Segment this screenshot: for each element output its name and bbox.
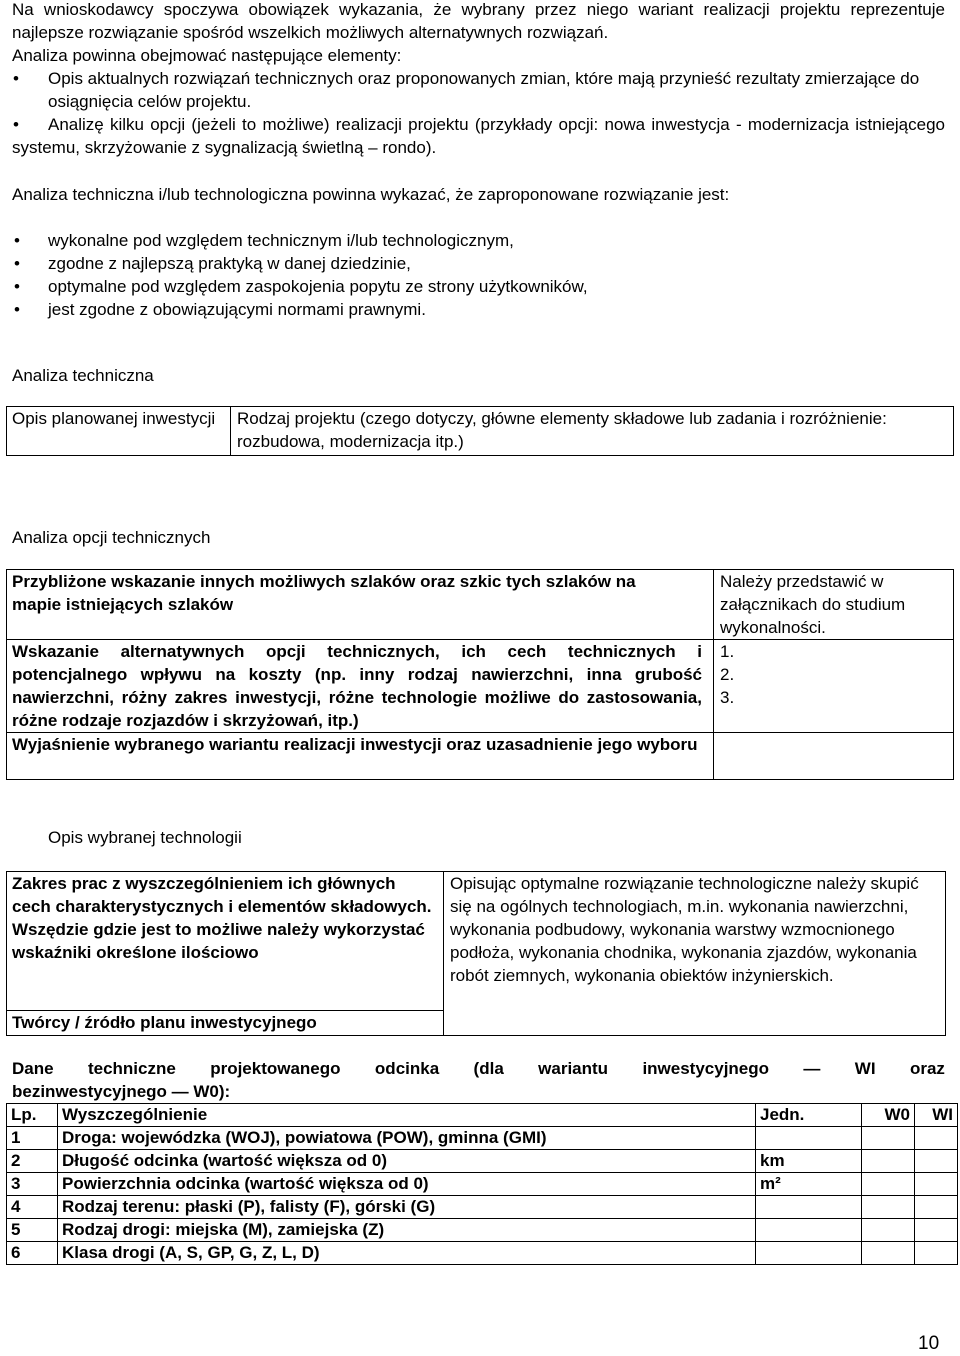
- intro-paragraph: Na wnioskodawcy spoczywa obowiązek wykazania, że wybrany przez niego wariant realizacji projektu reprezentuje najlepsze rozwiązanie spośród wszelkich możliwych alternatywnych rozwiązań.: [12, 0, 945, 42]
- bullet-icon: •: [13, 115, 19, 134]
- list-item: • zgodne z najlepszą praktyką w danej dziedzinie,: [14, 254, 411, 273]
- table-row: [7, 640, 954, 733]
- technologia-row1-right: Opisując optymalne rozwiązanie technologiczne należy skupić się na ogólnych technologiach, m.in. wykonania nawierzchni, wykonania podbudowy, wykonania warstwy wzmocnionego podłoża, wykonania chodnika, wykonania zjazdów, wykonania robót ziemnych, wykonania obiektów inżynierskich.: [444, 872, 946, 1036]
- page-number: 10: [918, 1333, 940, 1354]
- intro-bullet-2: Analizę kilku opcji (jeżeli to możliwe) realizacji projektu (przykłady opcji: nowa inwestycja - modernizacja istniejącego systemu, skrzyżowanie z sygnalizacją świetlną – rondo).: [12, 115, 945, 157]
- requirements-list: [12, 229, 945, 321]
- dane-table: [6, 1103, 958, 1265]
- section-heading-technologia: Opis wybranej technologii: [48, 828, 242, 847]
- opcje-row3-left: Wyjaśnienie wybranego wariantu realizacji inwestycji oraz uzasadnienie jego wyboru: [7, 733, 714, 780]
- bullet-icon: •: [13, 69, 19, 88]
- section-heading-analiza: Analiza techniczna: [12, 366, 154, 385]
- table-row: [7, 407, 954, 456]
- bullet-icon: •: [14, 277, 20, 296]
- table-row: 1 Droga: wojewódzka (WOJ), powiatowa (POW), gminna (GMI): [7, 1127, 958, 1150]
- intro-elements-lead: Analiza powinna obejmować następujące elementy:: [12, 46, 402, 65]
- analiza-table: [6, 406, 954, 456]
- table-row: 2 Długość odcinka (wartość większa od 0) km: [7, 1150, 958, 1173]
- analiza-right-cell: Rodzaj projektu (czego dotyczy, główne elementy składowe lub zadania i rozróżnienie: rozbudowa, modernizacja itp.): [231, 407, 954, 456]
- table-row: 4 Rodzaj terenu: płaski (P), falisty (F), górski (G): [7, 1196, 958, 1219]
- list-item: • wykonalne pod względem technicznym i/lub technologicznym,: [14, 231, 514, 250]
- bullet-icon: •: [14, 231, 20, 250]
- opcje-row1-left: Przybliżone wskazanie innych możliwych szlaków oraz szkic tych szlaków na mapie istniejących szlaków: [7, 570, 714, 640]
- intro-bullet-1: Opis aktualnych rozwiązań technicznych oraz proponowanych zmian, które mają przynieść rezultaty zmierzające do osiągnięcia celów projektu.: [48, 69, 920, 111]
- intro-bullet-1-line1: [48, 67, 948, 113]
- technologia-row1-left: Zakres prac z wyszczególnieniem ich głównych cech charakterystycznych i elementów składowych. Wszędzie gdzie jest to możliwe należy wykorzystać wskaźniki określone ilościowo: [7, 872, 444, 1011]
- dane-heading-line1: Dane techniczne projektowanego odcinka (dla wariantu inwestycyjnego — WI oraz: [12, 1059, 945, 1078]
- table-row: 3 Powierzchnia odcinka (wartość większa od 0) m²: [7, 1173, 958, 1196]
- analiza-left-cell: Opis planowanej inwestycji: [7, 407, 231, 456]
- dane-heading-line2: bezinwestycyjnego — W0):: [12, 1082, 231, 1101]
- list-item: 2.: [720, 665, 735, 684]
- bullet-icon: •: [14, 300, 20, 319]
- header-w0: W0: [862, 1104, 915, 1127]
- table-row: [7, 570, 954, 640]
- opcje-row3-right: [714, 733, 954, 780]
- opcje-table: [6, 569, 954, 780]
- table-row: [7, 733, 954, 780]
- technologia-row2-left: Twórcy / źródło planu inwestycyjnego: [7, 1011, 444, 1036]
- technologia-table: [6, 871, 946, 1036]
- header-unit: Jedn.: [756, 1104, 862, 1127]
- list-item: • jest zgodne z obowiązującymi normami prawnymi.: [14, 300, 426, 319]
- technical-analysis-lead: Analiza techniczna i/lub technologiczna powinna wykazać, że zaproponowane rozwiązanie jest:: [12, 185, 730, 204]
- table-row: 5 Rodzaj drogi: miejska (M), zamiejska (Z): [7, 1219, 958, 1242]
- list-item: • optymalne pod względem zaspokojenia popytu ze strony użytkowników,: [14, 277, 588, 296]
- opcje-row2-left: Wskazanie alternatywnych opcji technicznych, ich cech technicznych i potencjalnego wpływu na koszty (np. inny rodzaj nawierzchni, inna grubość nawierzchni, różny zakres inwestycji, różne technologie możliwe do zastosowania, różne rodzaje rozjazdów i skrzyżowań, itp.): [7, 640, 714, 733]
- opcje-row1-right: Należy przedstawić w załącznikach do studium wykonalności.: [714, 570, 954, 640]
- table-row: [7, 872, 946, 1011]
- list-item: 3.: [720, 688, 735, 707]
- list-item: 1.: [720, 642, 735, 661]
- opcje-row2-right: [714, 640, 954, 733]
- bullet-icon: •: [14, 254, 20, 273]
- header-lp: Lp.: [7, 1104, 58, 1127]
- table-header-row: [7, 1104, 958, 1127]
- table-row: 6 Klasa drogi (A, S, GP, G, Z, L, D): [7, 1242, 958, 1265]
- section-heading-opcje: Analiza opcji technicznych: [12, 528, 211, 547]
- header-desc: Wyszczególnienie: [58, 1104, 756, 1127]
- header-wi: WI: [915, 1104, 958, 1127]
